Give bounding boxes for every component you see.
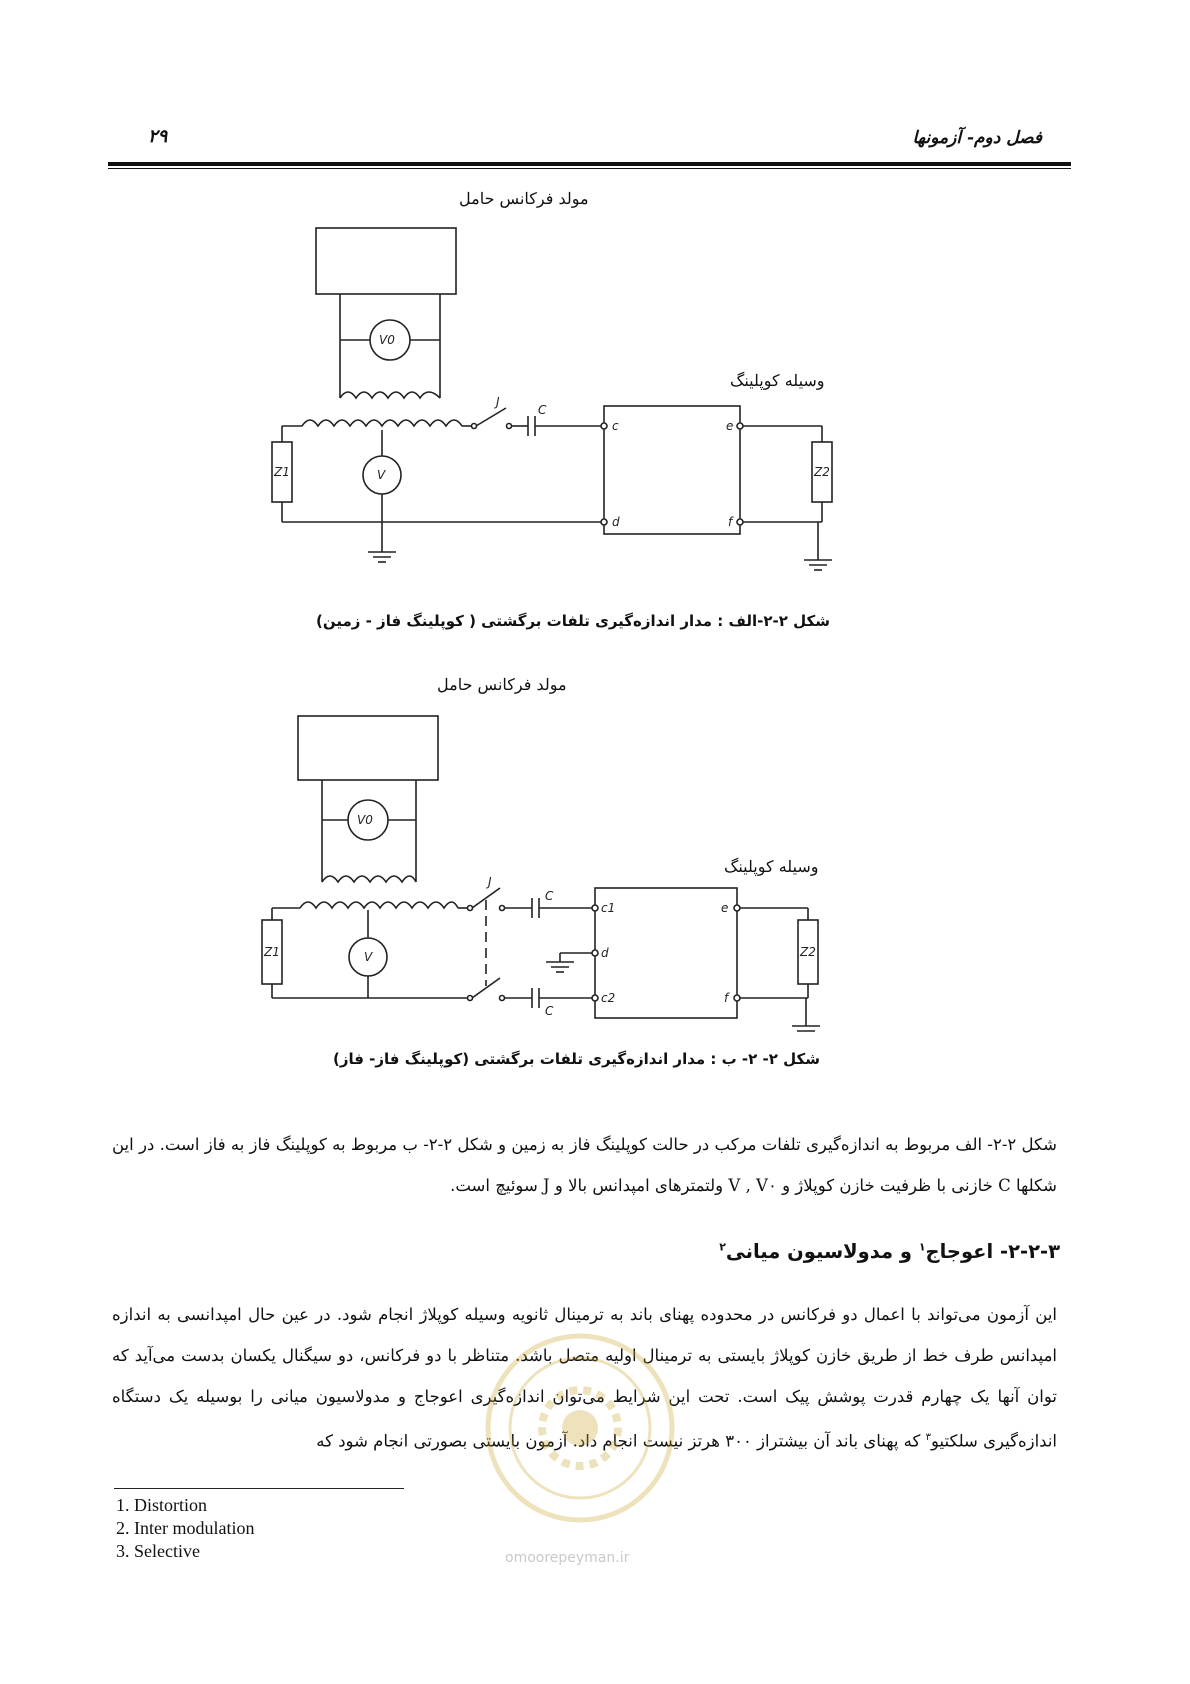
- fig-a-v0-label: V0: [379, 333, 395, 347]
- footnote-ref-2: ۲: [719, 1240, 726, 1254]
- fig-a-v-label: V: [377, 468, 386, 482]
- fig-b-coupling-box: [595, 888, 737, 1018]
- fig-a-coupling-box: [604, 406, 740, 534]
- footnotes: [116, 1494, 254, 1563]
- section-number: ۲-۲-۳-: [1000, 1240, 1060, 1263]
- fig-b-terminal-d: d: [601, 946, 609, 960]
- fig-a-generator-label: مولد فرکانس حامل: [459, 189, 589, 208]
- paragraph-2-text-2: که پهنای باند آن بیشتراز ۳۰۰ هرتز نیست انجام داد. آزمون بایستی بصورتی انجام شود که: [316, 1431, 926, 1451]
- fig-b-coupling-label: وسیله کوپلینگ: [724, 857, 819, 876]
- figure-b-diagram: [0, 668, 1190, 1036]
- fig-a-terminal-e: e: [726, 419, 734, 433]
- figure-a-caption: شکل ۲-۲-الف : مدار اندازه‌گیری تلفات برگشتی ( کوپلینگ فاز - زمین): [315, 612, 830, 630]
- fig-b-switch-label: J: [488, 875, 492, 889]
- footnote-3: 3. Selective: [116, 1541, 200, 1561]
- fig-b-terminal-e: e: [721, 901, 729, 915]
- fig-b-terminal-c1: c1: [601, 901, 616, 915]
- fig-b-terminal-f: f: [724, 991, 729, 1005]
- fig-a-z2-label: Z2: [814, 465, 830, 479]
- fig-a-coupling-label: وسیله کوپلینگ: [730, 371, 825, 390]
- header-rule-thin: [108, 168, 1071, 169]
- fig-b-generator-label: مولد فرکانس حامل: [437, 675, 567, 694]
- fig-a-terminal-f: f: [728, 515, 733, 529]
- footnote-2: 2. Inter modulation: [116, 1518, 255, 1538]
- fig-a-generator-box: [316, 228, 456, 294]
- figure-a-circuit: [0, 180, 1190, 575]
- fig-a-capacitor-label: C: [538, 403, 547, 417]
- fig-b-capacitor-bottom-label: C: [545, 1004, 554, 1018]
- fig-a-terminal-d: d: [612, 515, 620, 529]
- fig-b-terminal-c2: c2: [601, 991, 616, 1005]
- fig-a-z1-label: Z1: [274, 465, 290, 479]
- figure-a-diagram: [0, 180, 1190, 575]
- fig-b-generator-box: [298, 716, 438, 780]
- fig-b-v0-label: V0: [357, 813, 373, 827]
- section-heading: [719, 1240, 1060, 1263]
- watermark-url: omoorepeyman.ir: [505, 1550, 630, 1566]
- footnote-1: 1. Distortion: [116, 1495, 208, 1515]
- footnote-ref-1: ۱: [918, 1240, 926, 1254]
- fig-b-z2-label: Z2: [800, 945, 816, 959]
- watermark-seal: [480, 1318, 680, 1538]
- section-title-part1: اعوجاج: [925, 1240, 994, 1263]
- figure-b-circuit: [0, 668, 1190, 1036]
- paragraph-figure-description: شکل ۲-۲- الف مربوط به اندازه‌گیری تلفات مرکب در حالت کوپلینگ فاز به زمین و شکل ۲-۲- ب مربوط به کوپلینگ فاز به فاز است. در این شکلها C خازنی با ظرفیت خازن کوپلاژ و V , V۰ ولتمترهای امپدانس بالا و J سوئیچ است.: [112, 1135, 1057, 1195]
- fig-b-capacitor-top-label: C: [545, 889, 554, 903]
- fig-b-v-label: V: [364, 950, 373, 964]
- chapter-title: فصل دوم- آزمونها: [912, 128, 1042, 148]
- fig-a-switch-label: J: [496, 395, 500, 409]
- footnote-ref-3: ۳: [925, 1432, 931, 1443]
- fig-a-terminal-c: c: [612, 419, 619, 433]
- section-title-part2: و مدولاسیون میانی: [725, 1240, 913, 1263]
- footnote-rule: [114, 1488, 404, 1489]
- header-rule: [108, 162, 1071, 166]
- paragraph-2-text-1: این آزمون می‌تواند با اعمال دو فرکانس در محدوده پهنای باند به ترمینال ثانویه وسیله کوپلاژ انجام شود. در عین حال امپدانسی به اندازه امپدانس طرف خط از طریق خازن کوپلاژ بایستی به ترمینال اولیه متصل باشد. متناظر با دو فرکانس، دو سیگنال یکسان بدست می‌آید که توان آنها یک چهارم قدرت پوشش پیک است. تحت این شرایط می‌توان اندازه‌گیری اعوجاج و مدولاسیون میانی را بوسیله یک دستگاه اندازه‌گیری سلکتیو: [112, 1305, 1057, 1451]
- figure-b-caption: شکل ۲- ۲- ب : مدار اندازه‌گیری تلفات برگشتی (کوپلینگ فاز- فاز): [333, 1050, 820, 1068]
- page-number: ۲۹: [148, 126, 168, 147]
- fig-b-z1-label: Z1: [264, 945, 280, 959]
